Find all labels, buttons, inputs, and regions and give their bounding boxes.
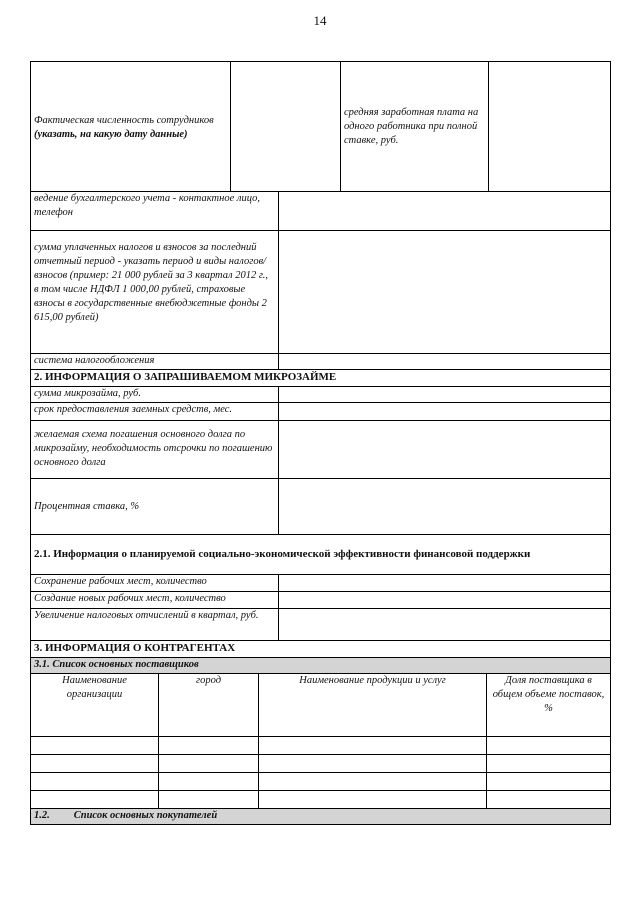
loan-amount-value[interactable] <box>279 387 611 403</box>
suppliers-title: 3.1. Список основных поставщиков <box>31 658 611 674</box>
jobs-kept-value[interactable] <box>279 575 611 592</box>
jobs-new-label: Создание новых рабочих мест, количество <box>31 592 279 609</box>
table-cell[interactable] <box>487 773 611 791</box>
accounting-label: ведение бухгалтерского учета - контактное лицо, телефон <box>31 192 279 231</box>
col-city: город <box>159 674 259 737</box>
table-cell[interactable] <box>159 791 259 809</box>
taxes-paid-label: сумма уплаченных налогов и взносов за последний отчетный период - указать период и виды налогов/взносов (пример: 21 000 рублей за 3 квартал 2012 г., в том числе НДФЛ 1 000,00 рублей, страховые взносы в государственные внебюджетные фонды 2 615,00 рублей) <box>31 231 279 354</box>
table-cell[interactable] <box>487 737 611 755</box>
table-cell[interactable] <box>159 773 259 791</box>
actual-staff-date-note: (указать, на какую дату данные) <box>34 128 188 140</box>
loan-amount-label: сумма микрозайма, руб. <box>31 387 279 403</box>
table-cell[interactable] <box>259 755 487 773</box>
tax-increase-value[interactable] <box>279 609 611 641</box>
buyers-title-text: Список основных покупателей <box>73 810 218 821</box>
tax-system-label: система налогообложения <box>31 354 279 370</box>
loan-term-value[interactable] <box>279 403 611 421</box>
buyers-number: 1.2. <box>34 810 50 821</box>
accounting-value[interactable] <box>279 192 611 231</box>
col-supplier-share: Доля поставщика в общем объеме поставок, % <box>487 674 611 737</box>
interest-rate-label: Процентная ставка, % <box>31 479 279 535</box>
actual-staff-label <box>31 62 231 192</box>
jobs-kept-label: Сохранение рабочих мест, количество <box>31 575 279 592</box>
jobs-new-value[interactable] <box>279 592 611 609</box>
tax-increase-label: Увеличение налоговых отчислений в квартал, руб. <box>31 609 279 641</box>
interest-rate-value[interactable] <box>279 479 611 535</box>
table-row <box>31 737 611 755</box>
actual-staff-value[interactable] <box>231 62 341 192</box>
table-row <box>31 791 611 809</box>
avg-salary-value[interactable] <box>489 62 611 192</box>
avg-salary-label: средняя заработная плата на одного работника при полной ставке, руб. <box>341 62 489 192</box>
repayment-label: желаемая схема погашения основного долга по микрозайму, необходимость отсрочки по погашению основного долга <box>31 421 279 479</box>
taxes-paid-value[interactable] <box>279 231 611 354</box>
section-2-title: 2. ИНФОРМАЦИЯ О ЗАПРАШИВАЕМОМ МИКРОЗАЙМЕ <box>31 370 611 387</box>
section-2-1-title: 2.1. Информация о планируемой социально-экономической эффективности финансовой поддержки <box>31 535 611 575</box>
table-cell[interactable] <box>259 737 487 755</box>
table-cell[interactable] <box>31 791 159 809</box>
form-table <box>30 191 611 641</box>
tax-system-value[interactable] <box>279 354 611 370</box>
table-cell[interactable] <box>259 791 487 809</box>
table-cell[interactable] <box>487 791 611 809</box>
loan-term-label: срок предоставления заемных средств, мес. <box>31 403 279 421</box>
staff-table <box>30 61 611 192</box>
table-cell[interactable] <box>259 773 487 791</box>
table-cell[interactable] <box>31 755 159 773</box>
table-cell[interactable] <box>159 755 259 773</box>
table-cell[interactable] <box>487 755 611 773</box>
actual-staff-text: Фактическая численность сотрудников <box>34 114 214 126</box>
table-cell[interactable] <box>31 737 159 755</box>
page-number: 14 <box>313 13 327 28</box>
table-row <box>31 755 611 773</box>
table-cell[interactable] <box>159 737 259 755</box>
table-cell[interactable] <box>31 773 159 791</box>
col-products-services: Наименование продукции и услуг <box>259 674 487 737</box>
section-3-title: 3. ИНФОРМАЦИЯ О КОНТРАГЕНТАХ <box>31 641 611 658</box>
col-organization-name: Наименование организации <box>31 674 159 737</box>
repayment-value[interactable] <box>279 421 611 479</box>
contractors-table <box>30 640 611 825</box>
buyers-title <box>31 809 611 825</box>
table-row <box>31 773 611 791</box>
